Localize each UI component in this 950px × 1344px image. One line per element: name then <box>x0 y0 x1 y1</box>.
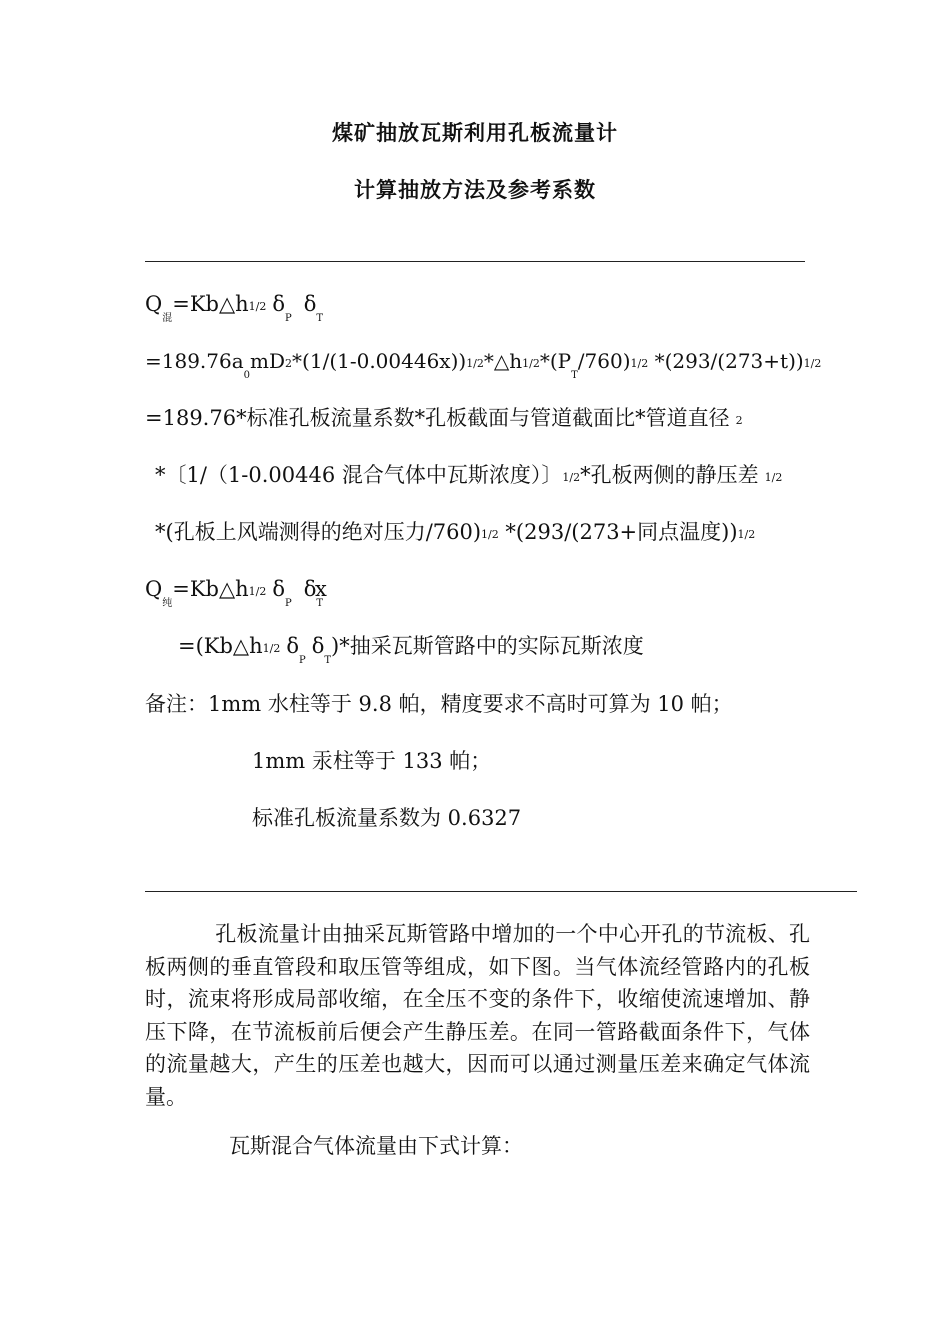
explain2-sup2: 1/2 <box>764 471 783 484</box>
formula-expansion <box>145 347 821 380</box>
qp2-b: )*抽采瓦斯管路中的实际瓦斯浓度 <box>331 634 644 658</box>
exp-d-sup: 1/2 <box>522 357 540 370</box>
delta-p: δ <box>272 292 285 316</box>
explain3-sup2: 1/2 <box>737 528 756 541</box>
exp-g: *(293/(273+t)) <box>648 349 804 373</box>
exp-e-sub: T <box>571 370 578 381</box>
qp-sub: 纯 <box>162 598 173 609</box>
exp-c: *(1/(1-0.00446x)) <box>292 349 467 373</box>
qp-t-sub: T <box>316 598 324 609</box>
explain3-text2: *(293/(273+同点温度)) <box>498 520 738 544</box>
top-divider <box>145 261 805 262</box>
note-2: 1mm 汞柱等于 133 帕； <box>252 749 492 773</box>
p-sub: P <box>284 313 292 324</box>
formula-explain-3 <box>155 518 755 549</box>
qp-symbol: Q <box>145 577 163 601</box>
body-paragraph-1 <box>145 918 810 1113</box>
explain2-text: *〔1/（1-0.00446 混合气体中瓦斯浓度）〕 <box>155 463 563 487</box>
explain1-text: =189.76*标准孔板流量系数*孔板截面与管道截面比*管道直径 <box>145 406 730 430</box>
exp-b-sup: 2 <box>285 357 293 370</box>
exp-g-sup: 1/2 <box>803 357 822 370</box>
formula-explain-2 <box>155 461 782 492</box>
q-rhs: =Kb△h <box>172 292 249 316</box>
qp2-a: =(Kb△h <box>178 634 263 658</box>
exp-f-sup: 1/2 <box>630 357 649 370</box>
exp-a-sub: 0 <box>243 370 251 381</box>
bottom-divider <box>145 891 857 892</box>
half-exp: 1/2 <box>248 300 267 313</box>
formula-explain-1 <box>145 404 743 435</box>
delta-t: δ <box>303 292 317 316</box>
note-3: 标准孔板流量系数为 0.6327 <box>252 806 522 830</box>
exp-c-sup: 1/2 <box>466 357 484 370</box>
explain2-text2: *孔板两侧的静压差 <box>580 463 759 487</box>
exp-f: /760) <box>577 349 631 373</box>
body-paragraph-2-text: 瓦斯混合气体流量由下式计算： <box>229 1134 523 1158</box>
explain3-text: *(孔板上风端测得的绝对压力/760) <box>155 520 482 544</box>
qp2-p-sub: P <box>298 655 306 666</box>
qp-delta-p: δ <box>272 577 285 601</box>
qp2-delta-p: δ <box>286 634 299 658</box>
t-sub: T <box>316 313 324 324</box>
body-paragraph-2 <box>145 1130 810 1163</box>
qp2-half: 1/2 <box>262 642 281 655</box>
exp-e: *(P <box>539 349 572 373</box>
formula-q-pure <box>145 575 327 608</box>
explain3-sup1: 1/2 <box>481 528 499 541</box>
exp-b: mD <box>250 349 286 373</box>
document-title-line2: 计算抽放方法及参考系数 <box>354 178 596 202</box>
qp-x: x <box>315 577 327 601</box>
exp-a: =189.76a <box>145 349 244 373</box>
explain1-sup: 2 <box>735 414 743 427</box>
q-symbol: Q <box>145 292 163 316</box>
note-1: 备注：1mm 水柱等于 9.8 帕，精度要求不高时可算为 10 帕； <box>145 692 733 716</box>
qp-delta-t: δ <box>303 577 317 601</box>
explain2-sup1: 1/2 <box>562 471 581 484</box>
exp-d: *△h <box>483 349 523 373</box>
qp-rhs: =Kb△h <box>172 577 249 601</box>
formula-q-mix <box>145 290 323 323</box>
qp-half: 1/2 <box>248 585 267 598</box>
qp2-delta-t: δ <box>311 634 325 658</box>
q-sub: 混 <box>162 313 173 324</box>
body-paragraph-1-text: 孔板流量计由抽采瓦斯管路中增加的一个中心开孔的节流板、孔板两侧的垂直管段和取压管等组成，如下图。当气体流经管路内的孔板时，流束将形成局部收缩，在全压不变的条件下，收缩使流速增加、静压下降，在节流板前后便会产生静压差。在同一管路截面条件下，气体的流量越大，产生的压差也越大，因而可以通过测量压差来确定气体流量。 <box>145 922 810 1109</box>
document-title-line1: 煤矿抽放瓦斯利用孔板流量计 <box>332 121 618 145</box>
qp2-t-sub: T <box>324 655 332 666</box>
formula-q-pure-2 <box>178 632 644 665</box>
qp-p-sub: P <box>284 598 292 609</box>
